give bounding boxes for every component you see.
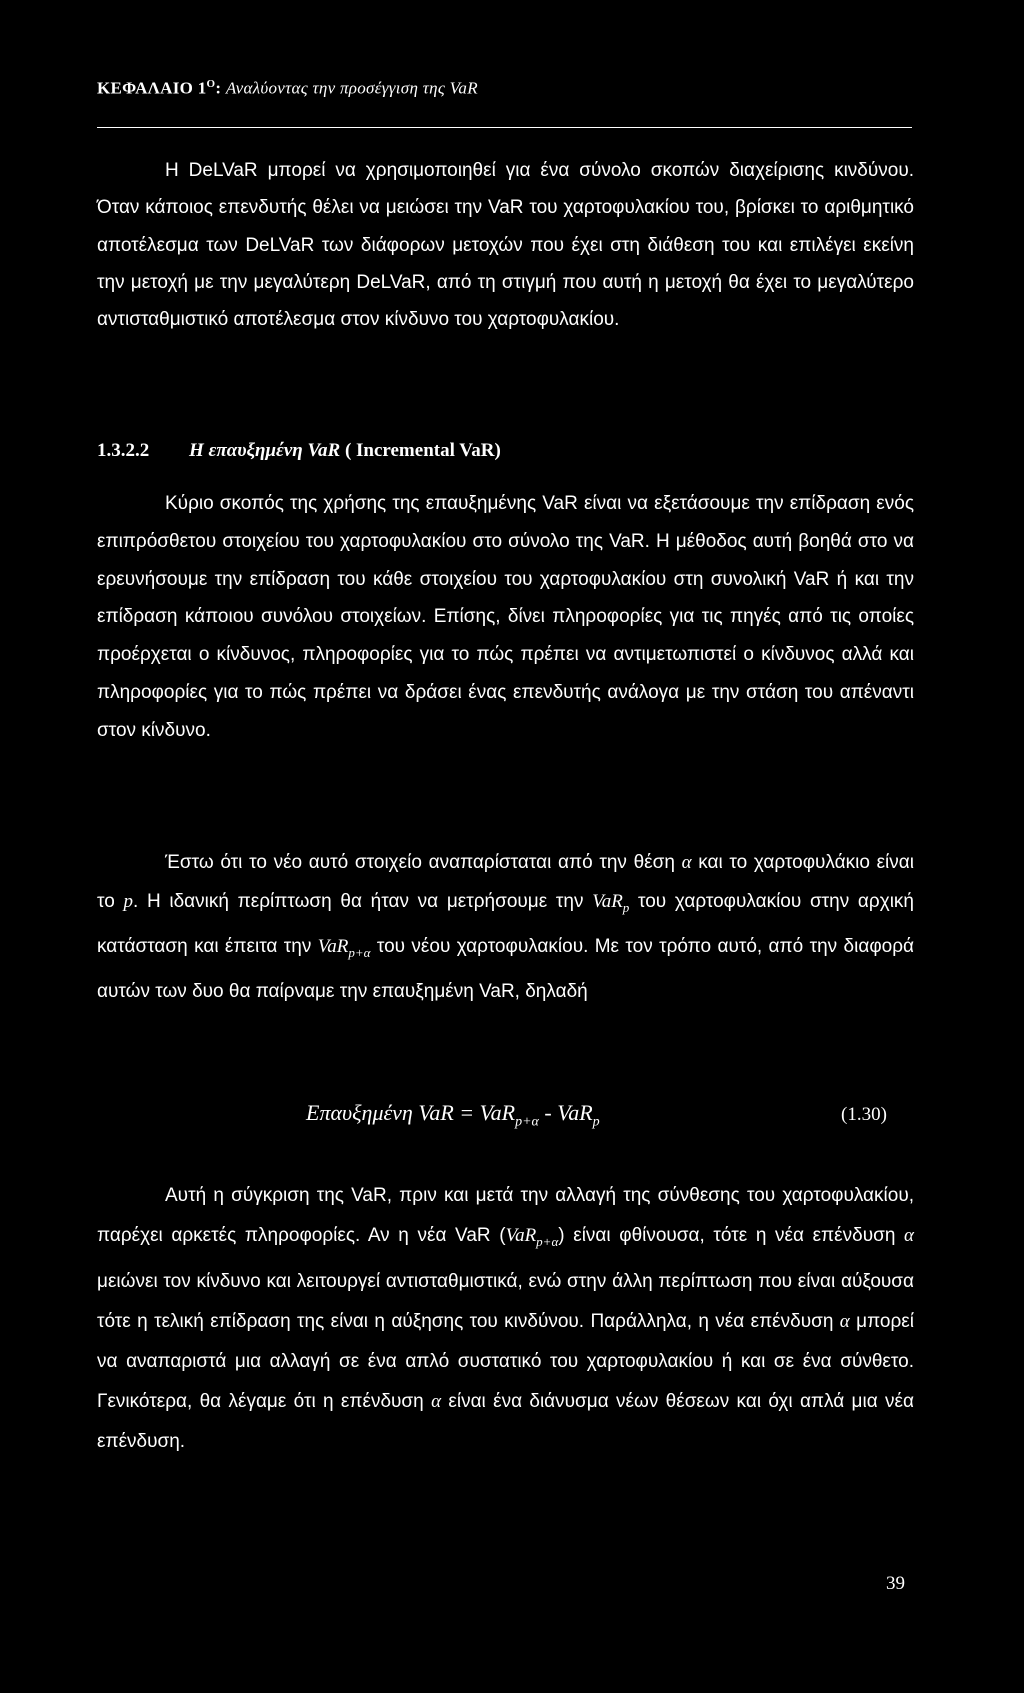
text-run: του χαρτοφυλακίου στην αρχική κατάσταση και έπειτα την bbox=[97, 891, 914, 957]
var-text: VaR bbox=[317, 935, 349, 957]
section-title-english: ( Incremental VaR) bbox=[340, 440, 501, 461]
text-run: μπορεί να αναπαριστά μια αλλαγή σε ένα απλό συστατικό του χαρτοφυλακίου ή και σε ένα σύνθετο. Γενικότερα, θα λέγαμε ότι η επένδυση bbox=[97, 1310, 915, 1412]
var-subscript: p bbox=[622, 899, 630, 915]
paragraph-delvar: Η DeLVaR μπορεί να χρησιμοποιηθεί για ένα σύνολο σκοπών διαχείρισης κινδύνου. Όταν κάποιος επενδυτής θέλει να μειώσει την VaR του χαρτοφυλακίου του, βρίσκει το αριθμητικό αποτέλεσμα των DeLVaR των διάφορων μετοχών που έχει στη διάθεση του και επιλέγει εκείνη την μετοχή με την μεγαλύτερη DeLVaR, από τη στιγμή που αυτή η μετοχή θα έχει το μεγαλύτερο αντισταθμιστικό αποτέλεσμα στον κίνδυνο του χαρτοφυλακίου. bbox=[97, 160, 914, 331]
section-heading bbox=[97, 440, 501, 462]
paragraph-comparison bbox=[97, 1176, 914, 1462]
header-rule bbox=[97, 127, 912, 128]
section-number: 1.3.2.2 bbox=[97, 440, 150, 461]
chapter-label: ΚΕΦΑΛΑΙΟ 1 bbox=[97, 78, 207, 98]
section-title-greek: Η επαυξημένη VaR bbox=[189, 440, 341, 461]
var-subscript: p+α bbox=[348, 944, 371, 960]
symbol-alpha: α bbox=[904, 1225, 914, 1246]
equation-incremental-var bbox=[306, 1100, 600, 1130]
paragraph-incremental-purpose: Κύριο σκοπός της χρήσης της επαυξημένης VaR είναι να εξετάσουμε την επίδραση ενός επιπρόσθετου στοιχείου του χαρτοφυλακίου στο σύνολο της VaR. Η μέθοδος αυτή βοηθά στο να ερευνήσουμε την επίδραση του κάθε στοιχείου του χαρτοφυλακίου στη συνολική VaR ή και την επίδραση κάποιου συνόλου στοιχείων. Επίσης, δίνει πληροφορίες για τις πηγές από τις οποίες προέρχεται ο κίνδυνος, πληροφορίες για το πώς πρέπει να αντιμετωπιστεί ο κίνδυνος αλλά και πληροφορίες για το πώς πρέπει να δράσει ένας επενδυτής ανάλογα με την στάση του απέναντι στον κίνδυνο. bbox=[97, 493, 914, 741]
equation-minus: - bbox=[538, 1100, 558, 1125]
symbol-var-p-alpha bbox=[505, 1225, 559, 1249]
symbol-alpha: α bbox=[431, 1390, 442, 1412]
symbol-alpha: α bbox=[681, 852, 692, 873]
symbol-alpha: α bbox=[839, 1310, 850, 1332]
equation-term: VaR bbox=[479, 1100, 516, 1125]
text-run: είναι ένα διάνυσμα νέων θέσεων και όχι απλά μια νέα επένδυση. bbox=[97, 1390, 914, 1452]
paragraph-new-position bbox=[97, 843, 914, 1011]
page-number: 39 bbox=[886, 1573, 905, 1594]
symbol-p: p bbox=[123, 891, 133, 912]
text-run: ) είναι φθίνουσα, τότε η νέα επένδυση bbox=[558, 1225, 905, 1246]
equation-subscript: p bbox=[592, 1114, 600, 1130]
chapter-subtitle: Αναλύοντας την προσέγγιση της VaR bbox=[225, 78, 478, 98]
equation-term: VaR bbox=[557, 1100, 593, 1125]
chapter-superscript: Ο bbox=[206, 78, 216, 90]
chapter-header bbox=[97, 78, 478, 99]
var-subscript: p+α bbox=[536, 1233, 559, 1249]
equation-number: (1.30) bbox=[841, 1104, 887, 1125]
equation-subscript: p+α bbox=[515, 1114, 539, 1130]
symbol-var-p bbox=[592, 891, 630, 915]
symbol-var-p-alpha bbox=[317, 935, 371, 960]
text-run: μειώνει τον κίνδυνο και λειτουργεί αντισταθμιστικά, ενώ στην άλλη περίπτωση που είναι αύξουσα τότε η τελική επίδραση της είναι η αύξησης του κινδύνου. Παράλληλα, η νέα επένδυση bbox=[97, 1270, 914, 1332]
text-run: και το χαρτοφυλάκιο είναι το bbox=[97, 852, 914, 912]
equation-lhs: Επαυξημένη VaR = bbox=[306, 1100, 480, 1125]
text-run: του νέου χαρτοφυλακίου. Με τον τρόπο αυτό, από την διαφορά αυτών των δυο θα παίρναμε την επαυξημένη VaR, δηλαδή bbox=[97, 935, 914, 1002]
var-text: VaR bbox=[592, 891, 623, 912]
text-run: Έστω ότι το νέο αυτό στοιχείο αναπαρίσταται από την θέση bbox=[165, 852, 682, 873]
var-text: VaR bbox=[505, 1225, 537, 1246]
text-run: . Η ιδανική περίπτωση θα ήταν να μετρήσουμε την bbox=[133, 891, 593, 912]
chapter-colon: : bbox=[215, 78, 226, 98]
text-run: Αυτή η σύγκριση της VaR, πριν και μετά την αλλαγή της σύνθεσης του χαρτοφυλακίου, παρέχει αρκετές πληροφορίες. Αν η νέα VaR ( bbox=[97, 1185, 914, 1246]
